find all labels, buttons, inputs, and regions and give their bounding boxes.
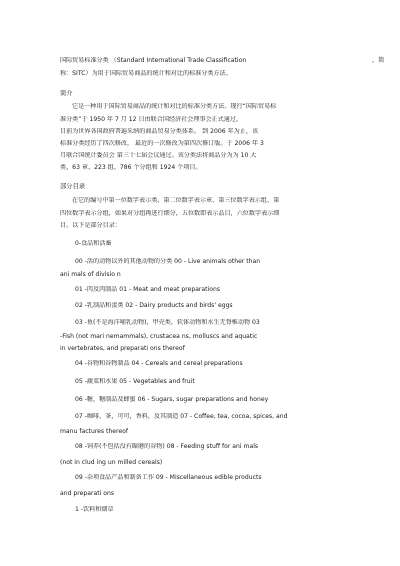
catalog-paragraph-line: 在它的编号中第一位数字表示类、第二位数字表示章、第三位数字表示组、第 bbox=[72, 197, 280, 204]
catalog-item: manu factures thereof bbox=[60, 428, 129, 435]
intro-line-2: 称：SITC）为用于国际贸易商品的统计和对比的标准分类方法。 bbox=[60, 70, 232, 77]
catalog-item: (not in clud ing un milled cereals) bbox=[60, 459, 163, 466]
intro-paragraph-line: 类、63 章、223 组、786 个分组和 1924 个项目。 bbox=[60, 164, 202, 171]
catalog-item: in vertebrates, and preparati ons thereof bbox=[60, 345, 185, 352]
catalog-item: 1 -饮料和烟草 bbox=[75, 506, 114, 513]
catalog-item: 02 -乳制品和蛋类 02 - Dairy products and birds' eggs bbox=[75, 302, 233, 309]
catalog-paragraph-line: 目。以下是部分目录： bbox=[60, 222, 121, 229]
catalog-item: 07 -咖啡，茶，可可，香料，及其制造 07 - Coffee, tea, cocoa, spices, and bbox=[75, 413, 288, 420]
intro-paragraph-line: 准分类”于 1950 年 7 月 12 日由联合国经济社会理事会正式通过， bbox=[60, 116, 243, 123]
catalog-item: -Fish (not mari nemammals), crustacea ns, molluscs and aquatic bbox=[60, 333, 258, 340]
catalog-item: 0-食品和活畜 bbox=[75, 240, 112, 247]
catalog-item: 06 -糖，糖制品及蜂蜜 06 - Sugars, sugar preparations and honey bbox=[75, 396, 269, 403]
catalog-item: ani mals of divisio n bbox=[60, 271, 121, 278]
catalog-item: and preparati ons bbox=[60, 490, 115, 497]
intro-line-1: 国际贸易标准分类 （Standard International Trade Classification bbox=[60, 57, 247, 64]
catalog-item: 08 -饲养(不包括没有碾磨的谷物) 08 - Feeding stuff for ani mals bbox=[75, 443, 259, 450]
intro-paragraph-line: 标准分类经历了四次修改， 最近的一次修改为第四次修订版。于 2006 年 3 bbox=[60, 140, 264, 147]
catalog-paragraph-line: 四位数字表示分组，如果对分组再进行细分，五位数即表示品目，六位数字表示细 bbox=[60, 210, 280, 217]
section-title-intro: 简介 bbox=[60, 90, 73, 97]
catalog-item: 04 -谷物和谷物制品 04 - Cereals and cereal preparations bbox=[75, 360, 243, 367]
catalog-item: 09 -杂项食品产品和制备工作 09 - Miscellaneous edible products bbox=[75, 474, 262, 481]
catalog-item: 01 -肉及肉制品 01 - Meat and meat preparations bbox=[75, 286, 221, 293]
intro-paragraph-line: 月联合国统计委员会 第三十七届会议通过。该分类法将商品分为为 10 大 bbox=[60, 152, 257, 159]
intro-paragraph-line: 它是一种用于国际贸易商品的统计和对比的标准分类方法。现行“国际贸易标 bbox=[72, 103, 277, 110]
intro-paragraph-line: 目前为世界各国政府普遍采纳的商品贸易分类体系。 到 2006 年为止，该 bbox=[60, 128, 259, 135]
catalog-item: 00 -活的动物以外的其他动物的分类 00 - Live animals other than bbox=[75, 258, 261, 265]
catalog-item: 05 -蔬菜和水果 05 - Vegetables and fruit bbox=[75, 378, 195, 385]
intro-line-1-tail: ，简 bbox=[372, 57, 385, 64]
section-title-catalog: 部分目录 bbox=[60, 183, 86, 190]
catalog-item: 03 -鱼(不是海洋哺乳动物)，甲壳类，软体动物和水生无脊椎动物 03 bbox=[75, 319, 260, 326]
